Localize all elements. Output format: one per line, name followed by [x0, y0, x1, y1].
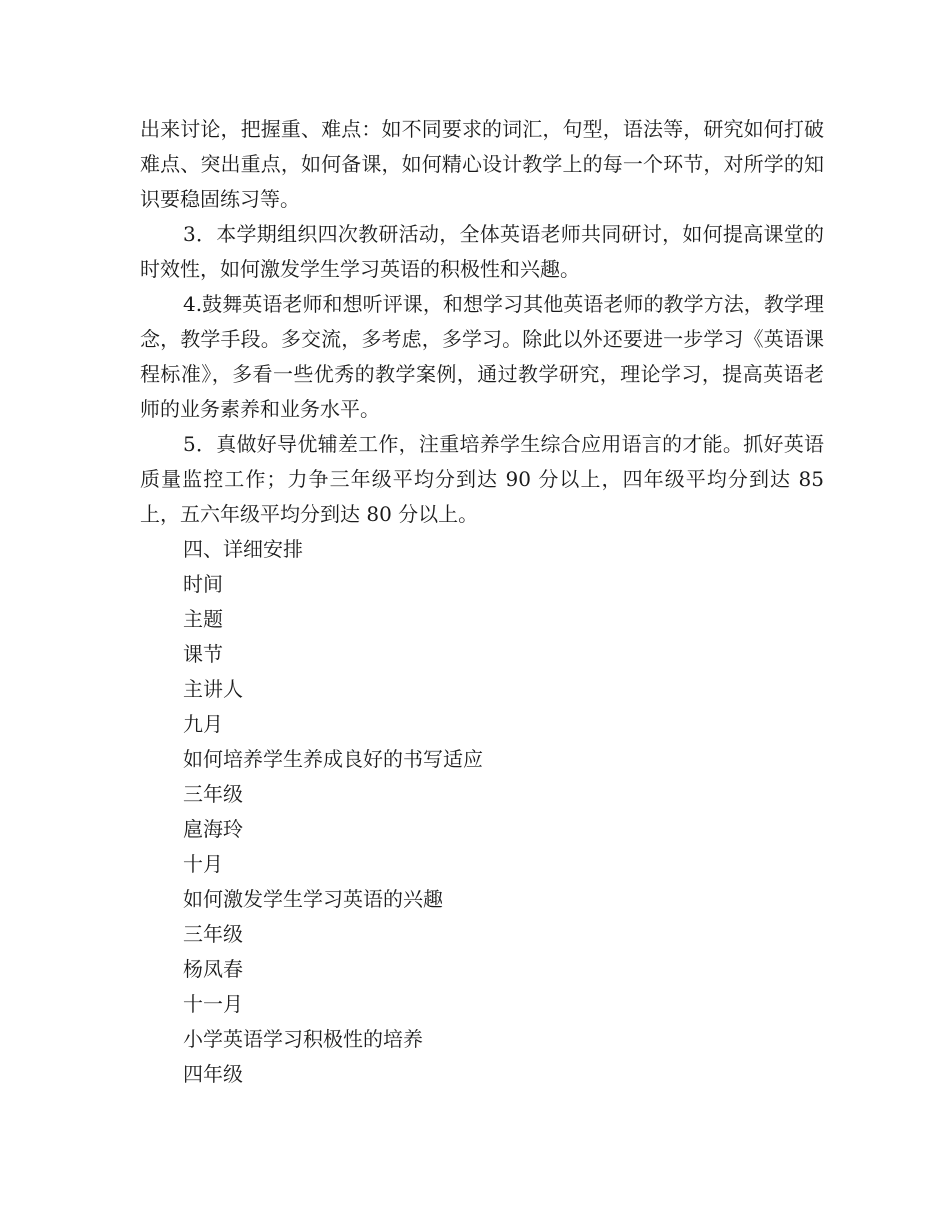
schedule-row-1-time: 九月 [183, 712, 223, 736]
schedule-row-3-time: 十一月 [183, 992, 243, 1016]
schedule-row-1-speaker: 扈海玲 [183, 817, 243, 841]
schedule-header-speaker: 主讲人 [183, 677, 243, 701]
paragraph-item-5: 5．真做好导优辅差工作，注重培养学生综合应用语言的才能。抓好英语质量监控工作；力争三年级平均分到达 90 分以上，四年级平均分到达 85 上，五六年级平均分到达 80 分以上。 [140, 432, 824, 526]
schedule-row-1-topic: 如何培养学生养成良好的书写适应 [183, 747, 483, 771]
schedule-row-3-class: 四年级 [183, 1062, 243, 1086]
document-body [140, 112, 824, 1092]
schedule-list [140, 567, 824, 1092]
schedule-row-2-speaker: 杨凤春 [183, 957, 243, 981]
schedule-header-class: 课节 [183, 642, 223, 666]
schedule-header-time: 时间 [183, 572, 223, 596]
schedule-row-2-topic: 如何激发学生学习英语的兴趣 [183, 887, 443, 911]
paragraph-item-4: 4.鼓舞英语老师和想听评课，和想学习其他英语老师的教学方法，教学理念，教学手段。多交流，多考虑，多学习。除此以外还要进一步学习《英语课程标准》，多看一些优秀的教学案例，通过教学研究，理论学习，提高英语老师的业务素养和业务水平。 [140, 292, 824, 421]
paragraph-continued: 出来讨论，把握重、难点：如不同要求的词汇，句型，语法等，研究如何打破难点、突出重点，如何备课，如何精心设计教学上的每一个环节，对所学的知识要稳固练习等。 [140, 117, 824, 211]
paragraph-item-3: 3．本学期组织四次教研活动，全体英语老师共同研讨，如何提高课堂的时效性，如何激发学生学习英语的积极性和兴趣。 [140, 222, 824, 281]
schedule-row-2-class: 三年级 [183, 922, 243, 946]
schedule-row-1-class: 三年级 [183, 782, 243, 806]
schedule-row-3-topic: 小学英语学习积极性的培养 [183, 1027, 423, 1051]
section-heading: 四、详细安排 [183, 537, 303, 561]
schedule-header-topic: 主题 [183, 607, 223, 631]
schedule-row-2-time: 十月 [183, 852, 223, 876]
